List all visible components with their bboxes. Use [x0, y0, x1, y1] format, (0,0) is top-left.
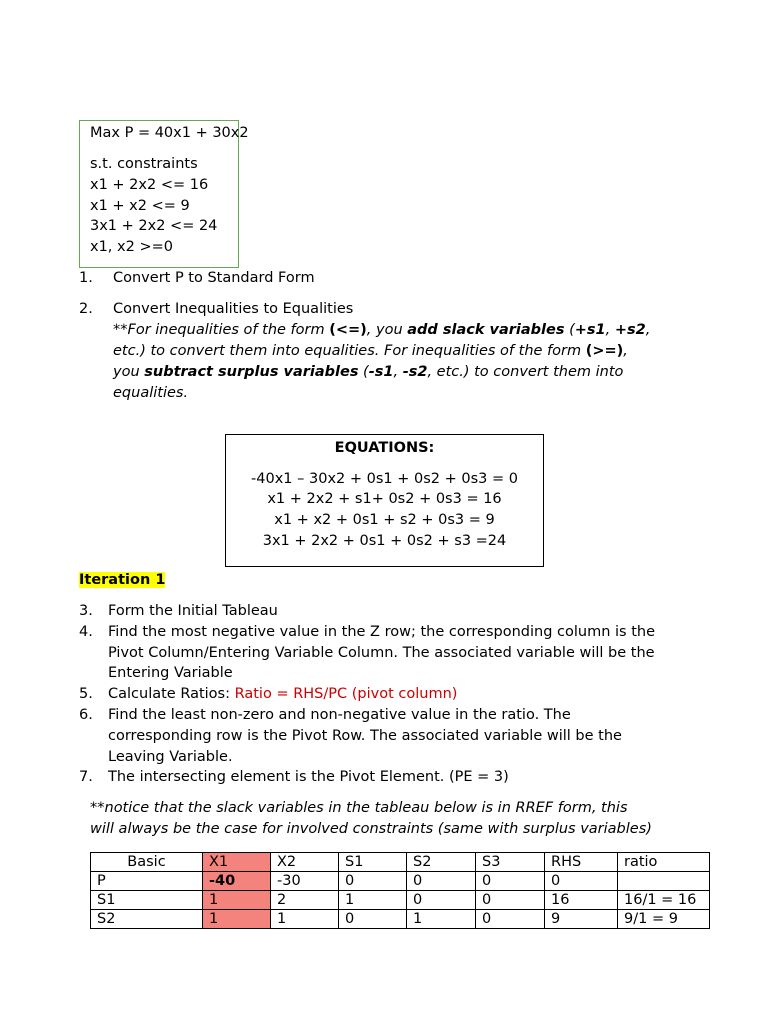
objective-function: Max P = 40x1 + 30x2 [90, 125, 249, 141]
row-s2-x2: 1 [271, 910, 339, 929]
row-s1-x1: 1 [203, 891, 271, 910]
row-s2-ratio: 9/1 = 9 [618, 910, 710, 929]
equation-2: x1 + x2 + 0s1 + s2 + 0s3 = 9 [274, 512, 495, 528]
header-basic: Basic [91, 853, 203, 872]
constraints-heading: s.t. constraints [90, 156, 198, 172]
constraint-nonneg: x1, x2 >=0 [90, 239, 173, 255]
note-surplus-line-3: you subtract surplus variables (-s1, -s2, etc.) to convert them into [113, 364, 624, 380]
step-4-line-1: Find the most negative value in the Z row; the corresponding column is the [108, 624, 655, 640]
table-row [91, 872, 710, 891]
header-rhs: RHS [545, 853, 618, 872]
equation-objective: -40x1 – 30x2 + 0s1 + 0s2 + 0s3 = 0 [251, 471, 518, 487]
row-p-x2: -30 [271, 872, 339, 891]
row-p-x1: -40 [203, 872, 271, 891]
row-s2-basic: S2 [91, 910, 203, 929]
row-p-ratio [618, 872, 710, 891]
row-p-rhs: 0 [545, 872, 618, 891]
step-4-number: 4. [79, 624, 93, 640]
step-2-text: Convert Inequalities to Equalities [113, 301, 354, 317]
row-p-basic: P [91, 872, 203, 891]
step-7-number: 7. [79, 769, 93, 785]
step-2-number: 2. [79, 301, 93, 317]
row-s2-s1: 0 [339, 910, 407, 929]
row-s2-s2: 1 [407, 910, 476, 929]
row-s1-s1: 1 [339, 891, 407, 910]
constraint-3: 3x1 + 2x2 <= 24 [90, 218, 218, 234]
row-s2-rhs: 9 [545, 910, 618, 929]
row-s1-x2: 2 [271, 891, 339, 910]
row-p-s1: 0 [339, 872, 407, 891]
row-s1-basic: S1 [91, 891, 203, 910]
step-6-line-2: corresponding row is the Pivot Row. The associated variable will be the [108, 728, 622, 744]
row-p-s3: 0 [476, 872, 545, 891]
step-7-text: The intersecting element is the Pivot Element. (PE = 3) [108, 769, 509, 785]
row-s2-x1: 1 [203, 910, 271, 929]
header-x2: X2 [271, 853, 339, 872]
note-slack-line-1: **For inequalities of the form (<=), you add slack variables (+s1, +s2, [113, 322, 651, 338]
header-s3: S3 [476, 853, 545, 872]
header-ratio: ratio [618, 853, 710, 872]
equation-1: x1 + 2x2 + s1+ 0s2 + 0s3 = 16 [267, 491, 502, 507]
step-4-line-2: Pivot Column/Entering Variable Column. The associated variable will be the [108, 645, 655, 661]
step-5-number: 5. [79, 686, 93, 702]
step-6-line-1: Find the least non-zero and non-negative value in the ratio. The [108, 707, 571, 723]
step-6-line-3: Leaving Variable. [108, 749, 233, 765]
step-1-text: Convert P to Standard Form [113, 270, 315, 286]
note-slack-line-2: etc.) to convert them into equalities. For inequalities of the form (>=), [113, 343, 628, 359]
equations-title: EQUATIONS: [334, 440, 435, 456]
step-5-text: Calculate Ratios: Ratio = RHS/PC (pivot column) [108, 686, 458, 702]
row-s1-s3: 0 [476, 891, 545, 910]
ratio-formula: Ratio = RHS/PC (pivot column) [234, 686, 458, 702]
step-3-number: 3. [79, 603, 93, 619]
row-s1-ratio: 16/1 = 16 [618, 891, 710, 910]
header-s2: S2 [407, 853, 476, 872]
constraint-2: x1 + x2 <= 9 [90, 198, 190, 214]
iteration-heading: Iteration 1 [79, 572, 166, 588]
header-s1: S1 [339, 853, 407, 872]
step-1-number: 1. [79, 270, 93, 286]
initial-tableau [90, 852, 710, 929]
step-6-number: 6. [79, 707, 93, 723]
note-surplus-line-4: equalities. [113, 385, 189, 401]
rref-note-line-1: **notice that the slack variables in the tableau below is in RREF form, this [90, 800, 628, 816]
row-p-s2: 0 [407, 872, 476, 891]
row-s1-s2: 0 [407, 891, 476, 910]
rref-note-line-2: will always be the case for involved constraints (same with surplus variables) [90, 821, 652, 837]
step-3-text: Form the Initial Tableau [108, 603, 278, 619]
equation-3: 3x1 + 2x2 + 0s1 + 0s2 + s3 =24 [262, 533, 507, 549]
header-x1: X1 [203, 853, 271, 872]
row-s1-rhs: 16 [545, 891, 618, 910]
step-4-line-3: Entering Variable [108, 665, 233, 681]
row-s2-s3: 0 [476, 910, 545, 929]
constraint-1: x1 + 2x2 <= 16 [90, 177, 209, 193]
tableau-header-row [91, 853, 710, 872]
table-row [91, 910, 710, 929]
table-row [91, 891, 710, 910]
